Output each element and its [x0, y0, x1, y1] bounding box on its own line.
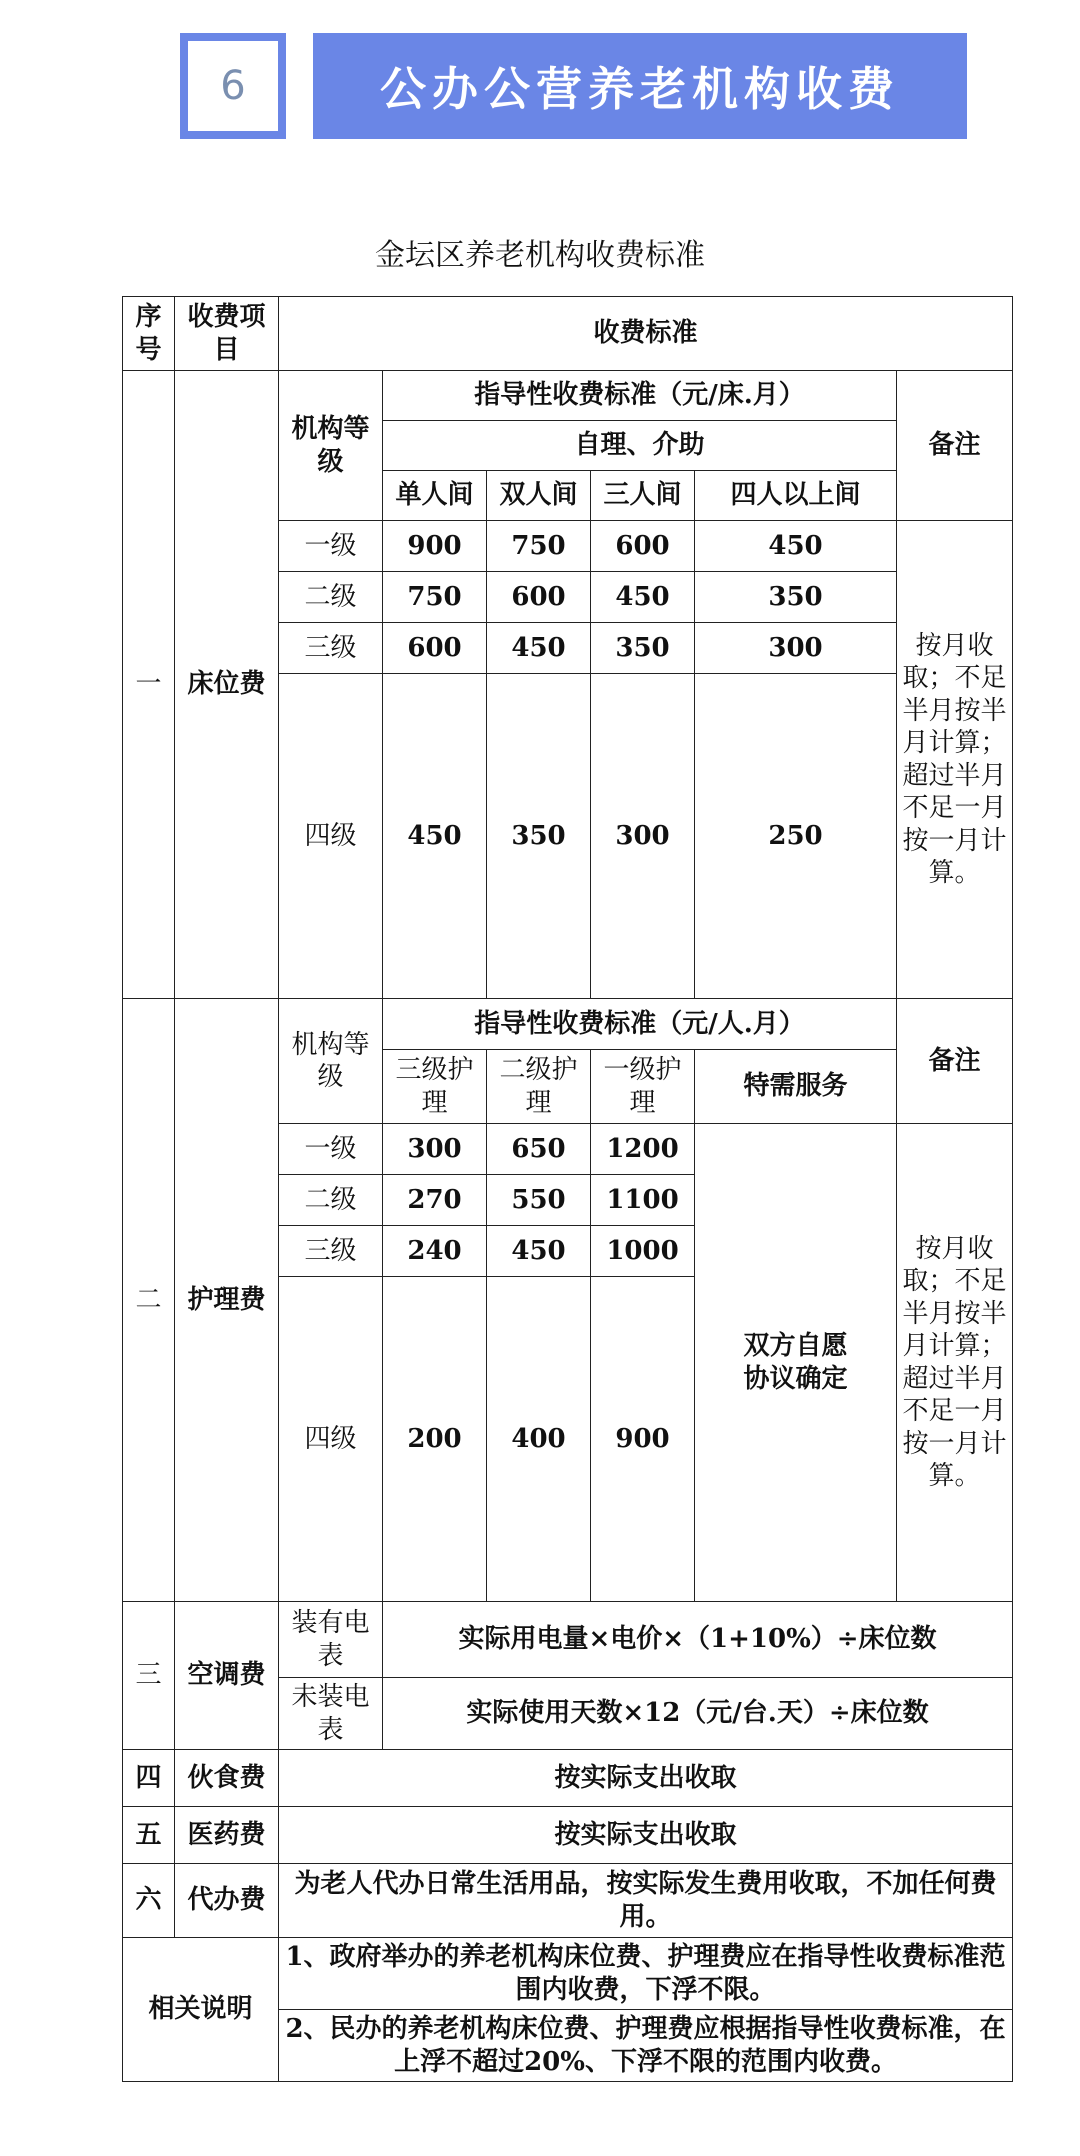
s1-value: 450	[695, 521, 897, 572]
header-seq: 序号	[123, 297, 175, 371]
s1-value: 350	[487, 674, 591, 999]
header-item: 收费项目	[175, 297, 279, 371]
s1-note: 按月收取；不足半月按半月计算；超过半月不足一月按一月计算。	[897, 521, 1013, 999]
s1-value: 350	[695, 572, 897, 623]
s2-level: 四级	[279, 1277, 383, 1602]
s1-level-label: 机构等级	[279, 371, 383, 521]
s1-col-single: 单人间	[383, 471, 487, 521]
s2-value: 650	[487, 1124, 591, 1175]
s2-value: 400	[487, 1277, 591, 1602]
s1-value: 450	[487, 623, 591, 674]
s2-value: 200	[383, 1277, 487, 1602]
s2-value: 1100	[591, 1175, 695, 1226]
section-title-banner: 公办公营养老机构收费	[313, 33, 967, 139]
s2-value: 900	[591, 1277, 695, 1602]
s2-col-level2: 二级护理	[487, 1050, 591, 1124]
s1-level: 四级	[279, 674, 383, 999]
s2-level: 二级	[279, 1175, 383, 1226]
s1-value: 900	[383, 521, 487, 572]
s4-item: 伙食费	[175, 1750, 279, 1807]
s1-level: 二级	[279, 572, 383, 623]
s2-item: 护理费	[175, 999, 279, 1602]
s1-value: 350	[591, 623, 695, 674]
s1-value: 750	[487, 521, 591, 572]
s3-item: 空调费	[175, 1602, 279, 1750]
s2-remark-label: 备注	[897, 999, 1013, 1124]
s2-value: 550	[487, 1175, 591, 1226]
s2-value: 1200	[591, 1124, 695, 1175]
s4-text: 按实际支出收取	[279, 1750, 1013, 1807]
notes-item-2: 2、民办的养老机构床位费、护理费应根据指导性收费标准，在上浮不超过20%、下浮不限的范围内收费。	[279, 2010, 1013, 2082]
s1-level: 一级	[279, 521, 383, 572]
s3-no-meter-formula: 实际使用天数×12（元/台.天）÷床位数	[383, 1678, 1013, 1750]
s2-seq: 二	[123, 999, 175, 1602]
s2-level: 一级	[279, 1124, 383, 1175]
s6-seq: 六	[123, 1864, 175, 1938]
notes-item-1: 1、政府举办的养老机构床位费、护理费应在指导性收费标准范围内收费，下浮不限。	[279, 1938, 1013, 2010]
s2-value: 240	[383, 1226, 487, 1277]
s2-value: 1000	[591, 1226, 695, 1277]
header-standard: 收费标准	[279, 297, 1013, 371]
s1-col-quad: 四人以上间	[695, 471, 897, 521]
s2-value: 270	[383, 1175, 487, 1226]
s1-item: 床位费	[175, 371, 279, 999]
table-header-row	[123, 297, 1013, 371]
s1-value: 600	[383, 623, 487, 674]
s1-level: 三级	[279, 623, 383, 674]
s1-value: 450	[591, 572, 695, 623]
s1-value: 250	[695, 674, 897, 999]
s2-guide-label: 指导性收费标准（元/人.月）	[383, 999, 897, 1050]
s3-meter-formula: 实际用电量×电价×（1+10%）÷床位数	[383, 1602, 1013, 1678]
s1-col-triple: 三人间	[591, 471, 695, 521]
s1-self-care-label: 自理、介助	[383, 421, 897, 471]
s6-text: 为老人代办日常生活用品，按实际发生费用收取，不加任何费用。	[279, 1864, 1013, 1938]
section-number-badge	[180, 33, 286, 139]
section-number: 6	[188, 41, 278, 131]
s2-level: 三级	[279, 1226, 383, 1277]
s1-col-double: 双人间	[487, 471, 591, 521]
s1-guide-label: 指导性收费标准（元/床.月）	[383, 371, 897, 421]
s1-seq: 一	[123, 371, 175, 999]
s2-col-special: 特需服务	[695, 1050, 897, 1124]
s4-seq: 四	[123, 1750, 175, 1807]
s2-level-label: 机构等级	[279, 999, 383, 1124]
s2-note: 按月收取；不足半月按半月计算；超过半月不足一月按一月计算。	[897, 1124, 1013, 1602]
s6-item: 代办费	[175, 1864, 279, 1938]
s2-value: 450	[487, 1226, 591, 1277]
s1-value: 600	[487, 572, 591, 623]
s1-value: 600	[591, 521, 695, 572]
s2-col-level1: 一级护理	[591, 1050, 695, 1124]
s5-seq: 五	[123, 1807, 175, 1864]
s1-value: 450	[383, 674, 487, 999]
document-title: 金坛区养老机构收费标准	[375, 238, 705, 273]
s3-seq: 三	[123, 1602, 175, 1750]
s2-col-level3: 三级护理	[383, 1050, 487, 1124]
s5-text: 按实际支出收取	[279, 1807, 1013, 1864]
fee-standard-table	[122, 296, 1013, 2082]
s2-special: 双方自愿协议确定	[695, 1124, 897, 1602]
s3-meter-label: 装有电表	[279, 1602, 383, 1678]
s3-no-meter-label: 未装电表	[279, 1678, 383, 1750]
s1-value: 300	[695, 623, 897, 674]
s1-value: 750	[383, 572, 487, 623]
s5-item: 医药费	[175, 1807, 279, 1864]
s1-value: 300	[591, 674, 695, 999]
notes-label: 相关说明	[123, 1938, 279, 2082]
s1-remark-label: 备注	[897, 371, 1013, 521]
s2-value: 300	[383, 1124, 487, 1175]
